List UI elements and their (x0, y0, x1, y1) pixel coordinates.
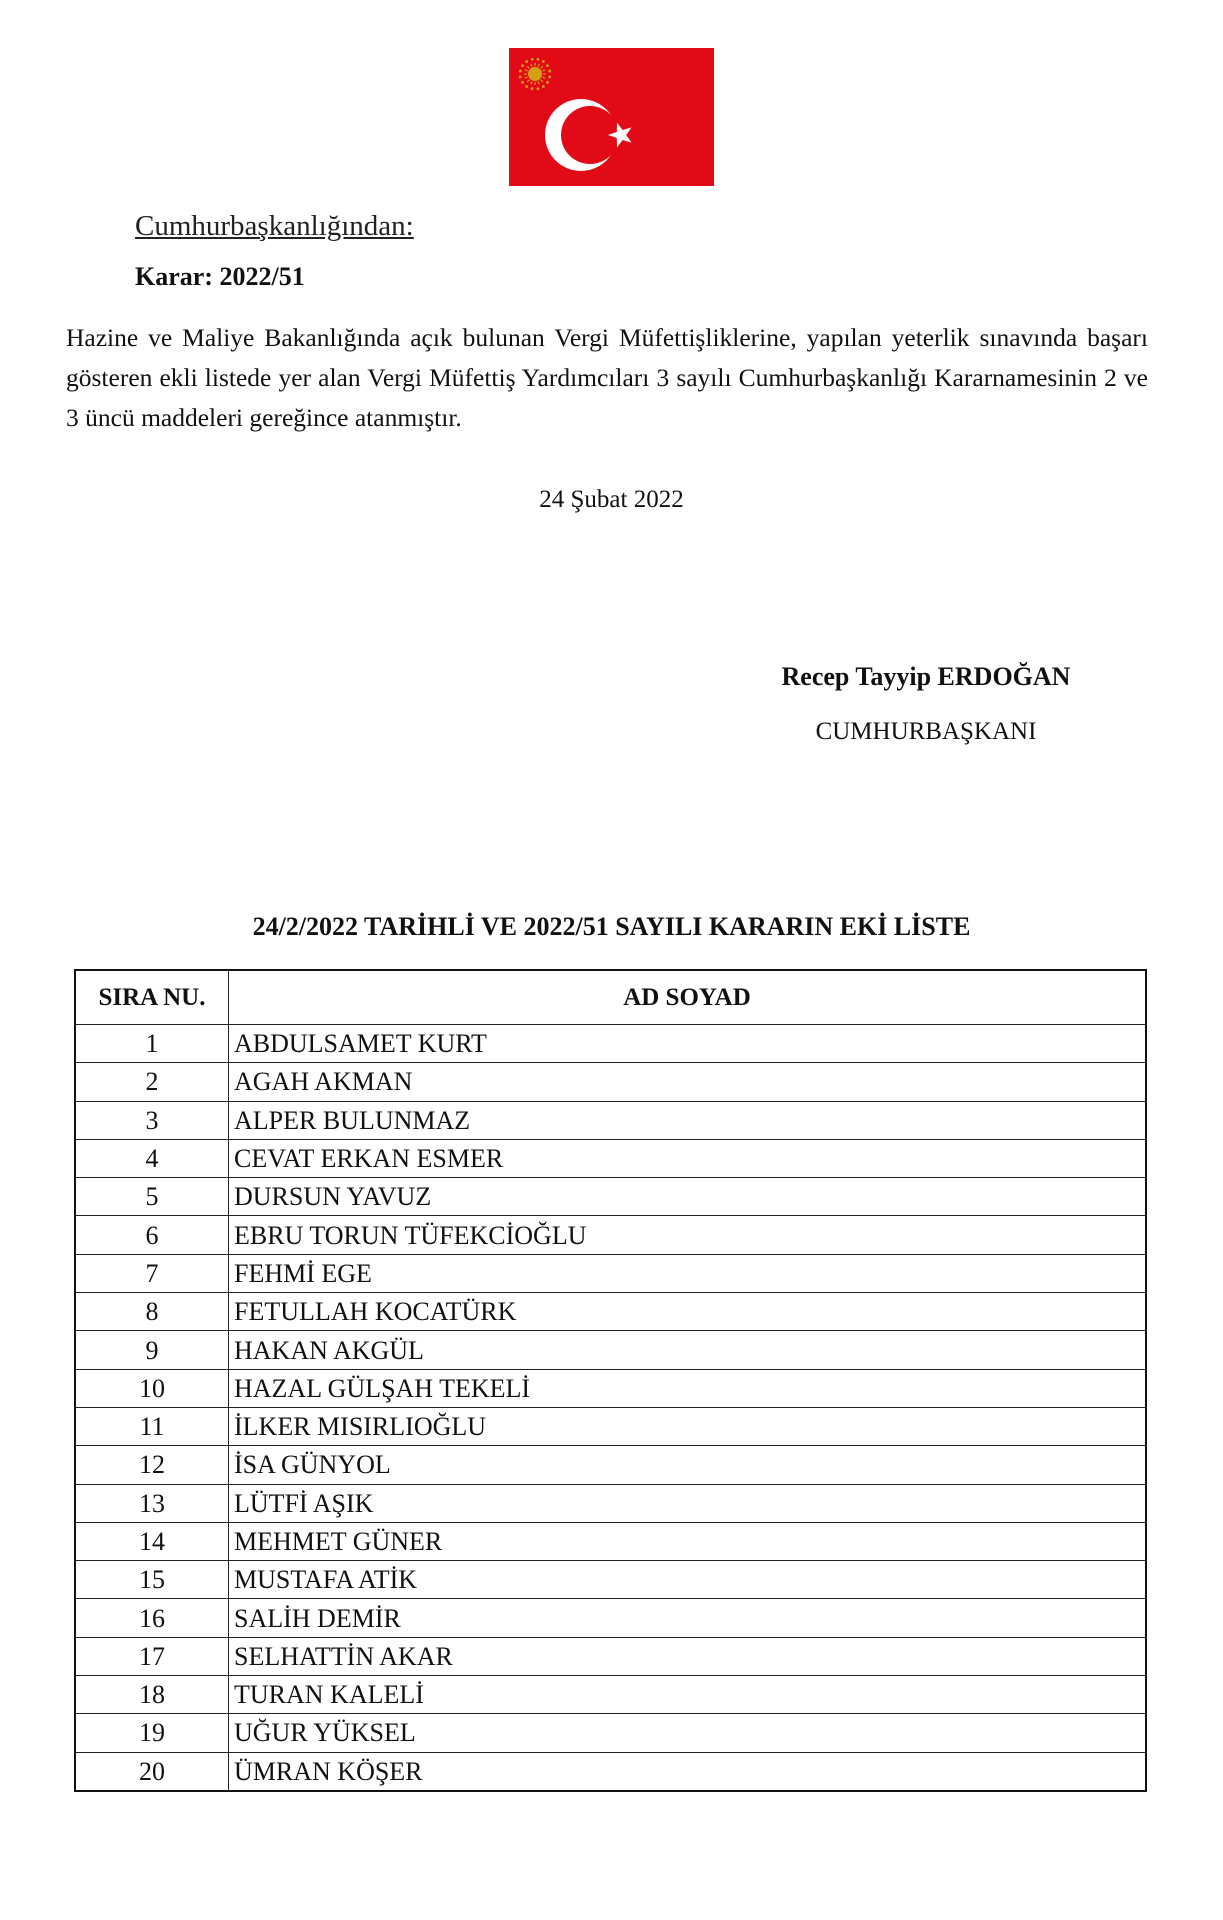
table-header-row (75, 970, 1146, 1025)
issuer-heading: Cumhurbaşkanlığından: (135, 210, 414, 242)
row-name: DURSUN YAVUZ (229, 1178, 1147, 1216)
table-row (75, 1676, 1146, 1714)
row-number: 4 (75, 1139, 229, 1177)
row-name: EBRU TORUN TÜFEKCİOĞLU (229, 1216, 1147, 1254)
row-name: ÜMRAN KÖŞER (229, 1752, 1147, 1791)
decision-body: Hazine ve Maliye Bakanlığında açık bulunan Vergi Müfettişliklerine, yapılan yeterlik sınavında başarı gösteren ekli listede yer alan Vergi Müfettiş Yardımcıları 3 sayılı Cumhurbaşkanlığı Kararnamesinin 2 ve 3 üncü maddeleri gereğince atanmıştır. (66, 323, 1148, 432)
table-row (75, 1025, 1146, 1063)
row-name: MEHMET GÜNER (229, 1522, 1147, 1560)
table-row (75, 1561, 1146, 1599)
row-name: HAKAN AKGÜL (229, 1331, 1147, 1369)
table-row (75, 1216, 1146, 1254)
table-row (75, 1331, 1146, 1369)
row-name: CEVAT ERKAN ESMER (229, 1139, 1147, 1177)
flag-emblem-icon (509, 48, 714, 186)
column-header-name: AD SOYAD (229, 970, 1147, 1025)
row-number: 5 (75, 1178, 229, 1216)
decision-date: 24 Şubat 2022 (539, 486, 684, 513)
table-row (75, 1101, 1146, 1139)
presidential-flag (509, 48, 714, 186)
row-name: ALPER BULUNMAZ (229, 1101, 1147, 1139)
signatory-title: CUMHURBAŞKANI (815, 718, 1037, 745)
row-name: SELHATTİN AKAR (229, 1637, 1147, 1675)
table-row (75, 1637, 1146, 1675)
table-row (75, 1139, 1146, 1177)
signatory-name: Recep Tayyip ERDOĞAN (781, 662, 1071, 691)
column-header-no: SIRA NU. (75, 970, 229, 1025)
row-name: SALİH DEMİR (229, 1599, 1147, 1637)
appointee-table (74, 969, 1147, 1792)
row-number: 10 (75, 1369, 229, 1407)
row-number: 6 (75, 1216, 229, 1254)
row-number: 20 (75, 1752, 229, 1791)
row-number: 9 (75, 1331, 229, 1369)
row-number: 17 (75, 1637, 229, 1675)
row-number: 14 (75, 1522, 229, 1560)
row-number: 3 (75, 1101, 229, 1139)
row-number: 8 (75, 1293, 229, 1331)
decision-label: Karar: (135, 262, 213, 291)
decision-value: 2022/51 (219, 262, 305, 291)
row-name: İLKER MISIRLIOĞLU (229, 1407, 1147, 1445)
row-number: 18 (75, 1676, 229, 1714)
row-name: AGAH AKMAN (229, 1063, 1147, 1101)
table-row (75, 1407, 1146, 1445)
row-name: ABDULSAMET KURT (229, 1025, 1147, 1063)
row-number: 15 (75, 1561, 229, 1599)
row-number: 7 (75, 1254, 229, 1292)
row-name: TURAN KALELİ (229, 1676, 1147, 1714)
row-number: 1 (75, 1025, 229, 1063)
list-title: 24/2/2022 TARİHLİ VE 2022/51 SAYILI KARARIN EKİ LİSTE (252, 912, 971, 941)
table-row (75, 1714, 1146, 1752)
table-row (75, 1254, 1146, 1292)
row-number: 12 (75, 1446, 229, 1484)
row-name: UĞUR YÜKSEL (229, 1714, 1147, 1752)
table-row (75, 1599, 1146, 1637)
table-row (75, 1446, 1146, 1484)
table-row (75, 1752, 1146, 1791)
row-name: FEHMİ EGE (229, 1254, 1147, 1292)
row-number: 13 (75, 1484, 229, 1522)
row-name: FETULLAH KOCATÜRK (229, 1293, 1147, 1331)
table-row (75, 1178, 1146, 1216)
table-row (75, 1063, 1146, 1101)
table-row (75, 1293, 1146, 1331)
row-name: İSA GÜNYOL (229, 1446, 1147, 1484)
row-name: LÜTFİ AŞIK (229, 1484, 1147, 1522)
row-number: 2 (75, 1063, 229, 1101)
table-row (75, 1522, 1146, 1560)
row-number: 11 (75, 1407, 229, 1445)
row-number: 19 (75, 1714, 229, 1752)
table-row (75, 1369, 1146, 1407)
row-name: HAZAL GÜLŞAH TEKELİ (229, 1369, 1147, 1407)
row-name: MUSTAFA ATİK (229, 1561, 1147, 1599)
table-row (75, 1484, 1146, 1522)
decision-number (135, 262, 305, 292)
row-number: 16 (75, 1599, 229, 1637)
